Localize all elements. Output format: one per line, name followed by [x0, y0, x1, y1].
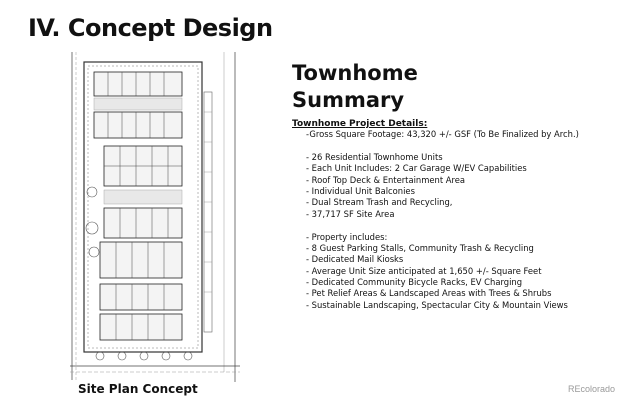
property-item: - Sustainable Landscaping, Spectacular City & Mountain Views: [306, 299, 568, 310]
unit-item: - Each Unit Includes: 2 Car Garage W/EV Capabilities: [306, 163, 527, 174]
property-item: - Pet Relief Areas & Landscaped Areas with Trees & Shrubs: [306, 288, 552, 299]
unit-item: - Individual Unit Balconies: [306, 185, 415, 196]
summary-title-line2: Summary: [292, 88, 405, 112]
unit-item: - 26 Residential Townhome Units: [306, 151, 443, 162]
property-item: - Property includes:: [306, 231, 388, 242]
slide-title: IV. Concept Design: [28, 14, 273, 42]
property-item: - 8 Guest Parking Stalls, Community Trash & Recycling: [306, 242, 534, 253]
project-details: [306, 129, 616, 311]
unit-item: - Roof Top Deck & Entertainment Area: [306, 174, 466, 185]
site-plan-caption: Site Plan Concept: [78, 382, 198, 396]
details-heading: Townhome Project Details:: [292, 119, 428, 129]
site-plan-drawing: [70, 52, 240, 382]
property-item: - Dedicated Mail Kiosks: [306, 254, 404, 265]
property-item: - Average Unit Size anticipated at 1,650 +/- Square Feet: [306, 265, 542, 276]
unit-item: - 37,717 SF Site Area: [306, 208, 395, 219]
gross-square-footage: -Gross Square Footage: 43,320 +/- GSF (To Be Finalized by Arch.): [306, 129, 579, 139]
summary-title-line1: Townhome: [292, 61, 418, 85]
unit-item: - Dual Stream Trash and Recycling,: [306, 197, 453, 208]
summary-title: [292, 60, 418, 114]
watermark: REcolorado: [567, 384, 615, 394]
property-item: - Dedicated Community Bicycle Racks, EV Charging: [306, 277, 523, 288]
